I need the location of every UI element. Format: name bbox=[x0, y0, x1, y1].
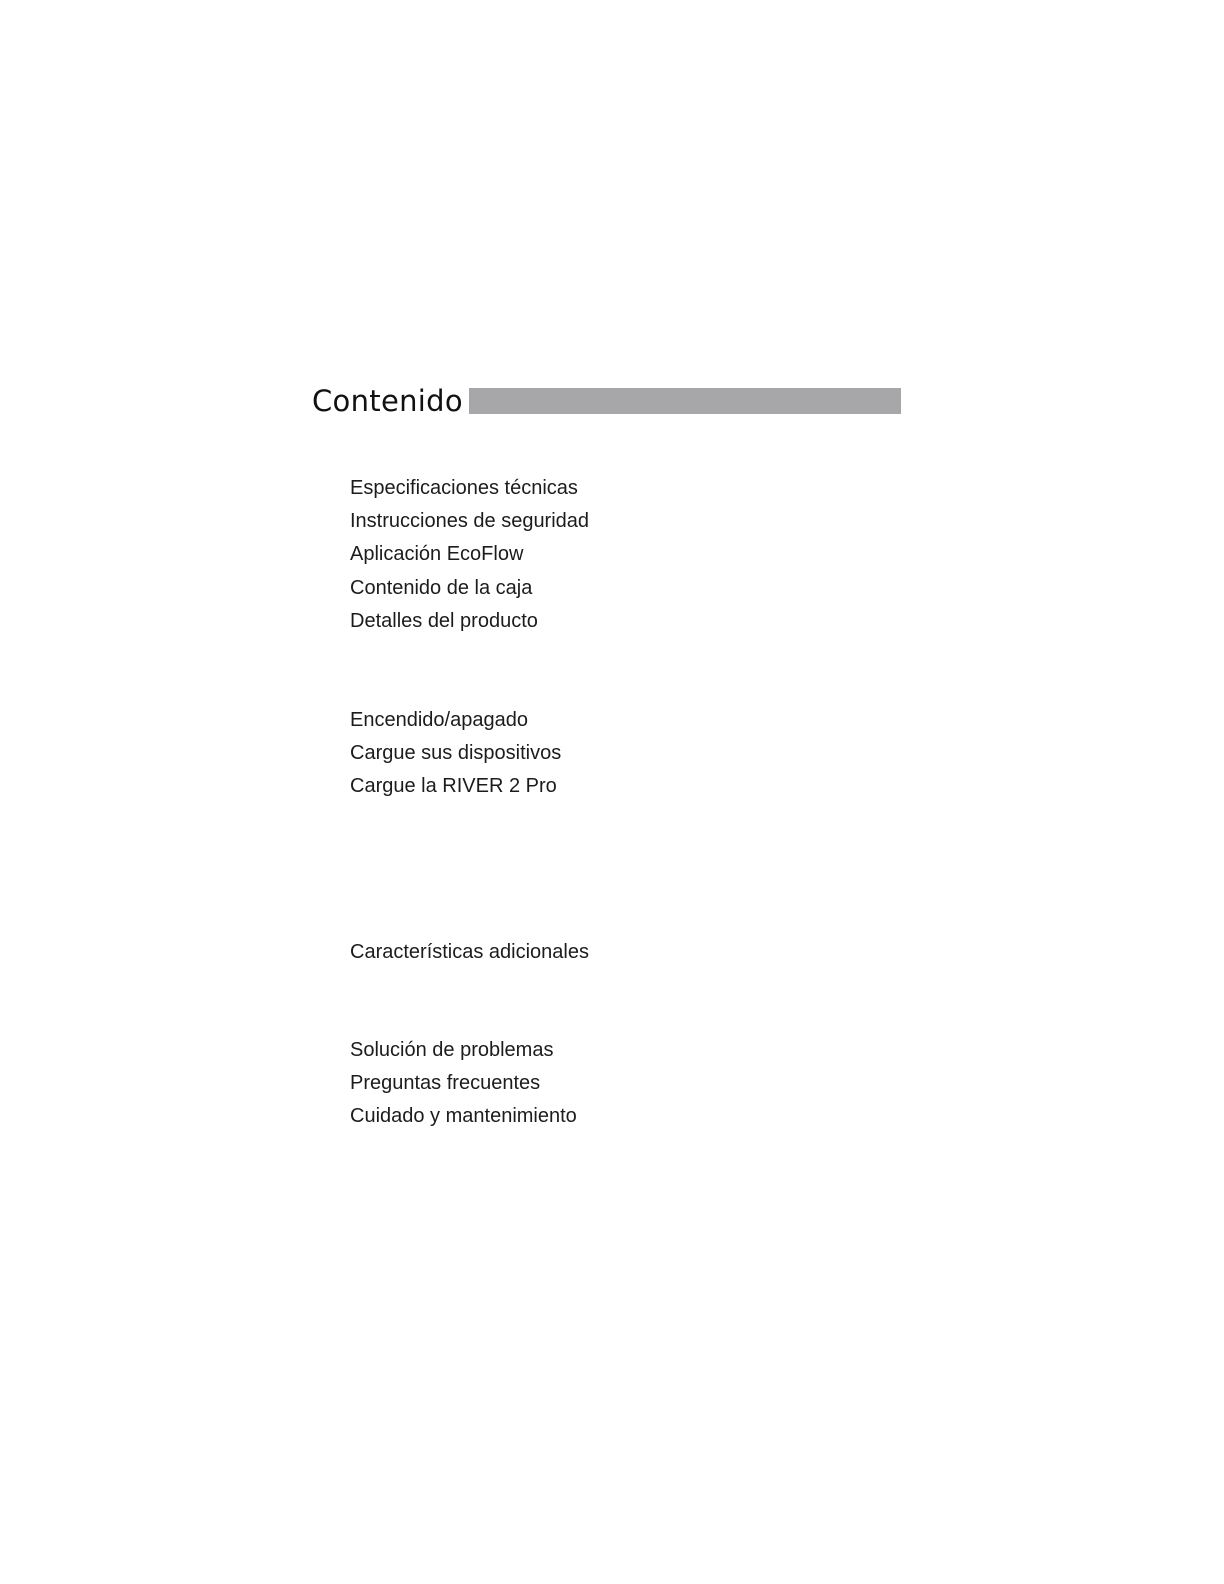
toc-group-usage bbox=[350, 704, 561, 804]
toc-header bbox=[312, 378, 902, 424]
toc-item-charge-river[interactable]: Cargue la RIVER 2 Pro bbox=[350, 775, 557, 798]
toc-item-ecoflow-app[interactable]: Aplicación EcoFlow bbox=[350, 543, 524, 566]
title-divider-bar bbox=[469, 388, 901, 414]
toc-item-care-maintenance[interactable]: Cuidado y mantenimiento bbox=[350, 1105, 577, 1128]
toc-item-faq[interactable]: Preguntas frecuentes bbox=[350, 1072, 541, 1095]
toc-item-troubleshooting[interactable]: Solución de problemas bbox=[350, 1039, 554, 1061]
toc-item-charge-devices[interactable]: Cargue sus dispositivos bbox=[350, 742, 562, 765]
toc-group-general bbox=[350, 472, 589, 638]
toc-item-box-contents[interactable]: Contenido de la caja bbox=[350, 576, 533, 599]
toc-group-support bbox=[350, 1034, 577, 1134]
toc-item-safety-instructions[interactable]: Instrucciones de seguridad bbox=[350, 510, 590, 533]
page-title: Contenido bbox=[312, 384, 463, 418]
toc-item-additional-features[interactable]: Características adicionales bbox=[350, 941, 589, 963]
toc-item-power-on-off[interactable]: Encendido/apagado bbox=[350, 709, 528, 731]
toc-group-features bbox=[350, 936, 589, 969]
toc-item-product-details[interactable]: Detalles del producto bbox=[350, 609, 538, 632]
toc-item-specifications[interactable]: Especificaciones técnicas bbox=[350, 477, 578, 499]
